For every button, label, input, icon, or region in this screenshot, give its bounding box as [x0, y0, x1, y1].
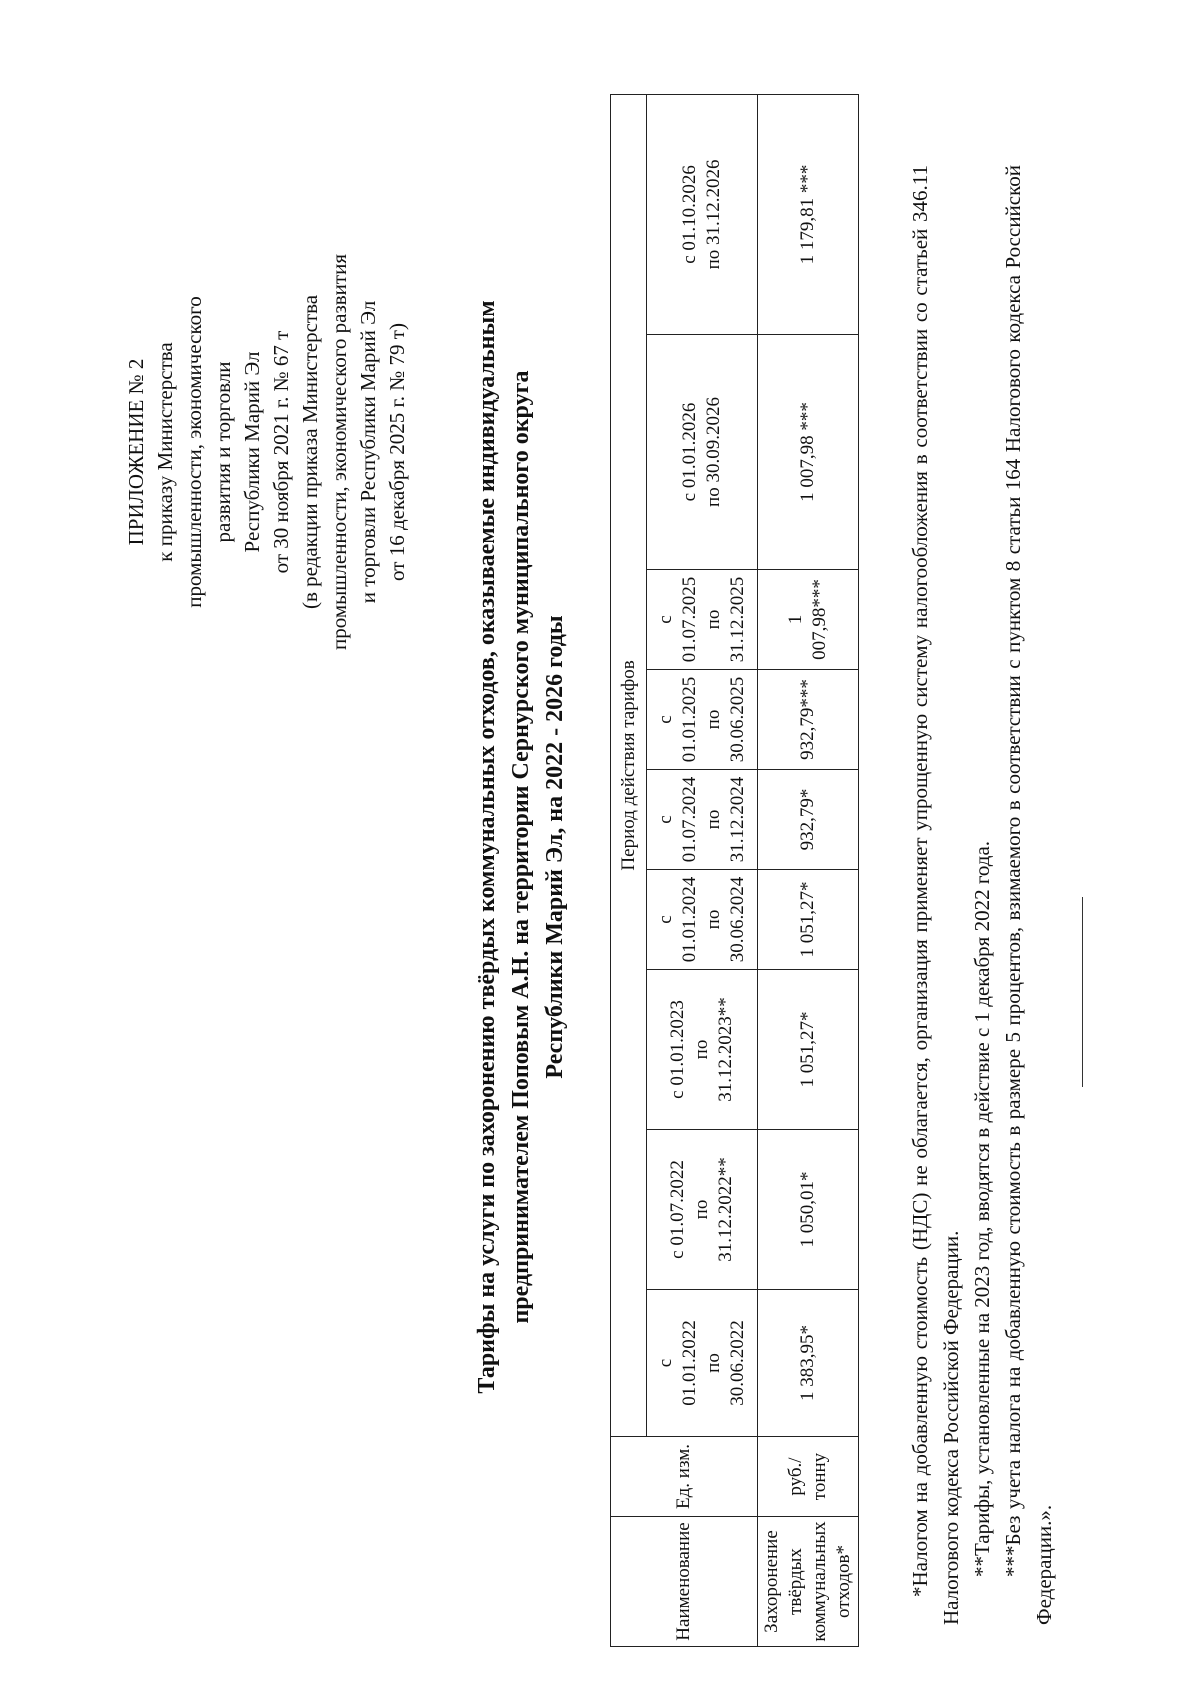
tariff-value: 1 383,95*	[758, 1290, 859, 1437]
footnotes	[905, 165, 1060, 1625]
period-cell: с 01.01.2023 по 31.12.2023**	[647, 970, 758, 1130]
appendix-line: от 30 ноября 2021 г. № 67 т	[269, 330, 293, 574]
appendix-line: к приказу Министерства	[153, 342, 177, 562]
row-unit: руб./ тонну	[758, 1437, 859, 1517]
appendix-line: промышленности, экономического	[182, 296, 206, 608]
tariff-value: 1 007,98 ***	[758, 335, 859, 570]
tariff-value: 1 050,01*	[758, 1130, 859, 1290]
period-cell: с 01.01.2022 по 30.06.2022	[647, 1290, 758, 1437]
header-name: Наименование	[611, 1517, 758, 1647]
title-line: Республики Марий Эл, на 2022 - 2026 годы	[542, 615, 568, 1079]
header-period: Период действия тарифов	[611, 94, 647, 1436]
appendix-line: развития и торговли	[211, 361, 235, 543]
appendix-line: от 16 декабря 2025 г. № 79 т)	[385, 323, 409, 581]
tariff-value: 1 051,27*	[758, 870, 859, 970]
period-cell: с 01.07.2024 по 31.12.2024	[647, 770, 758, 870]
period-cell: с 01.01.2025 по 30.06.2025	[647, 670, 758, 770]
appendix-line: Республики Марий Эл	[240, 351, 264, 553]
title-line: предпринимателем Поповым А.Н. на территории Сернурского муниципального округа	[508, 370, 534, 1324]
title-line: Тарифы на услуги по захоронению твёрдых коммунальных отходов, оказываемые индивидуальным	[474, 300, 500, 1394]
footnote-vat-5: ***Без учета налога на добавленную стоимость в размере 5 процентов, взимаемого в соответствии с пунктом 8 статьи 164 Налогового кодекса Российской Федерации.».	[1001, 165, 1056, 1625]
header-unit: Ед. изм.	[611, 1437, 758, 1517]
appendix-header	[122, 217, 412, 687]
appendix-line: промышленности, экономического развития	[327, 254, 351, 651]
tariff-value: 1 179,81 ***	[758, 94, 859, 334]
footnote-vat: *Налогом на добавленную стоимость (НДС) не облагается, организация применяет упрощенную систему налогообложения в соответствии со статьей 346.11 Налогового кодекса Российской Федерации.	[908, 165, 963, 1625]
period-cell: с 01.01.2024 по 30.06.2024	[647, 870, 758, 970]
row-name: Захоронение твёрдых коммунальных отходов*	[758, 1517, 859, 1647]
tariff-table	[610, 94, 859, 1647]
separator-line	[1082, 897, 1083, 1087]
table-row	[758, 94, 859, 1646]
period-cell: с 01.10.2026 по 31.12.2026	[647, 94, 758, 334]
tariff-value: 932,79*	[758, 770, 859, 870]
appendix-line: (в редакции приказа Министерства	[298, 294, 322, 610]
period-cell: с 01.07.2022 по 31.12.2022**	[647, 1130, 758, 1290]
document-title	[470, 157, 572, 1537]
tariff-value: 1 051,27*	[758, 970, 859, 1130]
period-cell: с 01.01.2026 по 30.09.2026	[647, 335, 758, 570]
footnote-2023: **Тарифы, установленные на 2023 год, вводятся в действие с 1 декабря 2022 года.	[970, 840, 994, 1577]
appendix-line: ПРИЛОЖЕНИЕ № 2	[124, 358, 148, 546]
appendix-line: и торговли Республики Марий Эл	[356, 300, 380, 604]
tariff-value: 932,79***	[758, 670, 859, 770]
tariff-value: 1 007,98***	[758, 570, 859, 670]
period-cell: с 01.07.2025 по 31.12.2025	[647, 570, 758, 670]
